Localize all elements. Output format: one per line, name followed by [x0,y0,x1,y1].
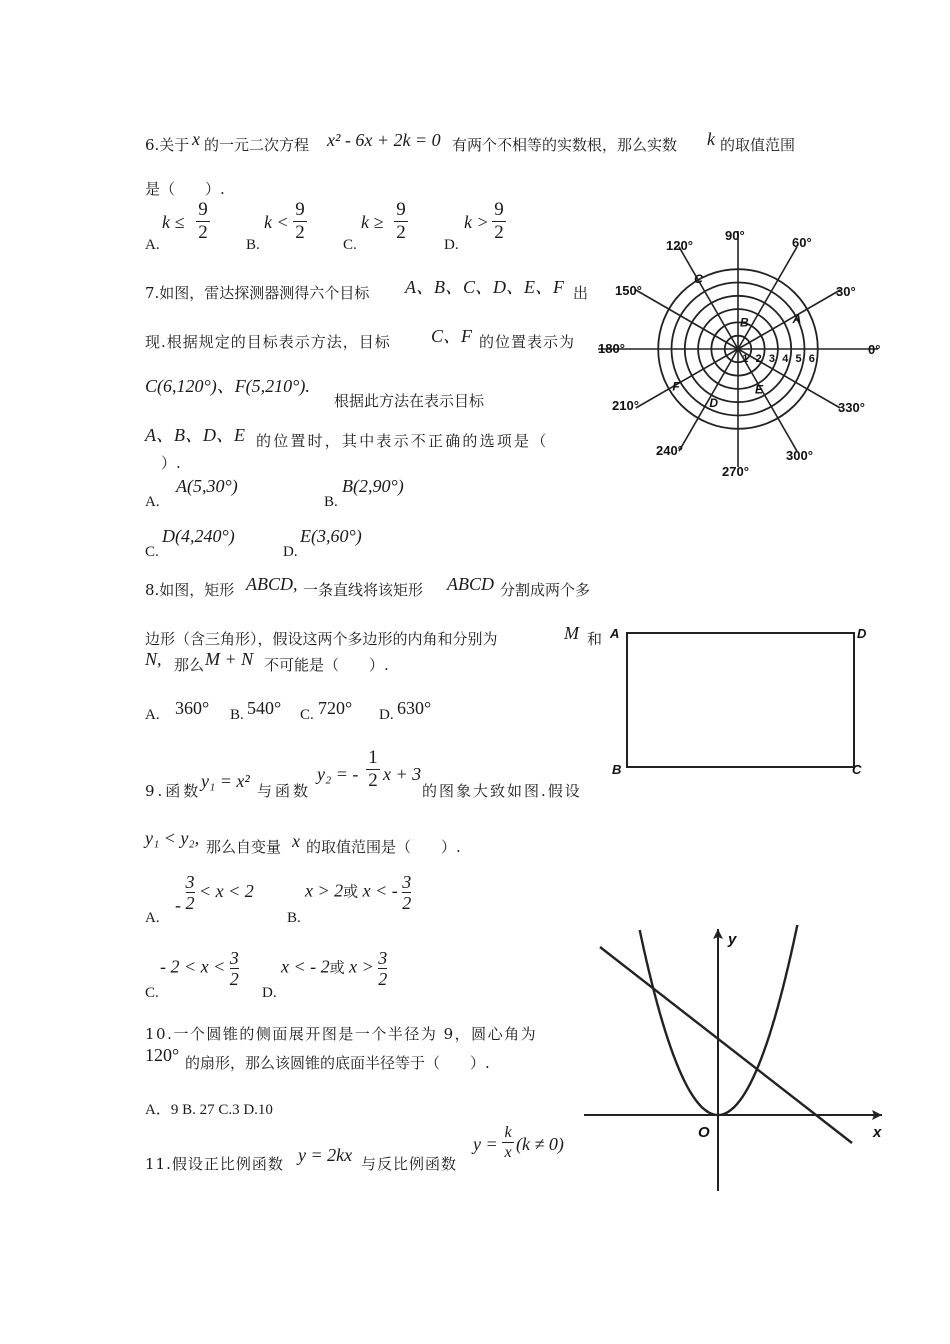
q9-var-x: x [292,831,300,851]
q9-text-1: 9.函数 [145,782,202,800]
q8-abcd-2: ABCD [447,574,494,594]
q9-option-a-label: A. [145,910,160,926]
q6-equation: x² - 6x + 2k = 0 [327,130,441,150]
q11-f2-rhs: (k ≠ 0) [516,1134,564,1154]
q9-cond: y₁ < y₂, [145,828,200,848]
q9-text-3: 的图象大致如图.假设 [422,782,582,800]
q8-option-a-label: A. [145,707,160,723]
radar-angle-label-30: 30° [836,284,856,299]
q7-option-b-label: B. [324,494,338,510]
axis-label-x: x [873,1124,882,1141]
q8-option-d-label: D. [379,707,394,723]
q11-f2-lhs: y = [473,1134,498,1154]
q6-option-b-lhs: k < [264,212,289,232]
q7-option-d-value: E(3,60°) [300,526,362,546]
q9-y2-lhs: y₂ = - [317,764,359,784]
q6-option-c-label: C. [343,237,357,253]
radar-angle-label-120: 120° [666,238,693,253]
radar-point-d: D [709,396,719,411]
q7-cf-expr: C(6,120°)、F(5,210°). [145,376,310,396]
rect-label-b: B [612,762,622,777]
q11-f2-num: k [504,1124,512,1141]
q6-option-b-den: 2 [295,222,305,243]
radar-point-b: B [740,315,749,330]
radar-point-c: C [694,271,703,286]
q6-option-d-den: 2 [494,222,504,243]
q8-var-n: N, [145,649,162,669]
origin-label: O [698,1124,710,1141]
q6-text-3: 有两个不相等的实数根，那么实数 [452,136,678,154]
q6-text-4: 的取值范围 [720,136,796,154]
q7-option-c-label: C. [145,544,159,560]
q6-option-a-den: 2 [198,222,208,243]
q7-text-5: 根据此方法在表示目标 [334,392,485,410]
q11-text-1: 11.假设正比例函数 [145,1155,284,1173]
q9-option-d-value: x < - 2或 x > $\frac{3}{2}$ [281,948,388,989]
q11-f2-fraction [502,1124,514,1161]
radar-angle-label-330: 330° [838,400,865,415]
q8-var-m: M [564,623,579,643]
q8-mn: M + N [205,649,254,669]
q6-option-d-num: 9 [494,199,504,220]
q7-targets: A、B、C、D、E、F [405,277,564,297]
axis-label-y: y [728,931,737,948]
q8-text-4: 边形（含三角形），假设这两个多边形的内角和分别为 [145,630,498,648]
radar-ring-label-6: 6 [808,353,815,365]
radar-ring-label-5: 5 [795,353,802,365]
q9-y2-rhs: x + 3 [383,764,422,784]
q6-option-c-lhs: k ≥ [361,212,384,232]
q8-option-b-label: B. [230,707,244,723]
rect-label-c: C [852,762,862,777]
rect-label-a: A [610,626,620,641]
q9-y1: y₁ = x² [201,771,250,791]
q7-option-c-value: D(4,240°) [162,526,235,546]
q10-options: A．9 B. 27 C.3 D.10 [145,1102,273,1118]
q8-text-5: 和 [587,630,603,648]
q6-option-c-den: 2 [396,222,406,243]
q6-var-x: x [192,129,200,149]
q7-abde: A、B、D、E [145,425,245,445]
q6-option-b-label: B. [246,237,260,253]
radar-ring-label-3: 3 [768,353,776,365]
q6-text-5: 是（ ）. [145,180,225,198]
q7-option-a-value: A(5,30°) [176,476,238,496]
q8-text-3: 分割成两个多 [500,581,591,599]
q7-option-d-label: D. [283,544,298,560]
radar-angle-label-0: 0° [868,342,880,357]
q9-option-d-label: D. [262,985,277,1001]
radar-angle-label-150: 150° [615,283,642,298]
q8-abcd: ABCD, [246,574,298,594]
rect-label-d: D [857,626,867,641]
q6-option-d-fraction [492,200,506,243]
q7-cf: C、F [431,326,473,346]
q6-option-a-label: A. [145,237,160,253]
q8-option-c-value: 720° [318,698,353,718]
q8-text-1: 8.如图，矩形 [145,581,235,599]
q10-text-1: 10.一个圆锥的侧面展开图是一个半径为 9，圆心角为 [145,1025,538,1043]
rectangle-diagram [608,620,870,782]
q10-text-2: 的扇形，那么该圆锥的底面半径等于（ ）. [185,1054,490,1072]
q8-option-c-label: C. [300,707,314,723]
radar-angle-label-270: 270° [722,464,749,479]
q9-y2-fraction [366,748,380,791]
q6-option-b-fraction [293,200,307,243]
q6-option-d-label: D. [444,237,459,253]
q7-text-7: ）. [161,454,181,472]
q8-option-d-value: 630° [397,698,432,718]
q6-option-a-num: 9 [198,199,208,220]
q7-text-3: 现.根据规定的目标表示方法，目标 [145,333,391,351]
q8-text-6: 那么 [174,656,205,674]
radar-angle-label-90: 90° [725,228,745,243]
q9-y2-den: 2 [368,770,378,791]
radar-ring-label-4: 4 [782,353,789,365]
q8-option-b-value: 540° [247,698,282,718]
q7-text-6: 的位置时，其中表示不正确的选项是（ [256,432,549,450]
q6-option-c-num: 9 [396,199,406,220]
q8-text-2: 一条直线将该矩形 [303,581,424,599]
q7-option-b-value: B(2,90°) [342,476,404,496]
q9-option-c-value: - 2 < x < $\frac{3}{2}$ [160,948,239,989]
q11-f2-den: x [504,1144,512,1161]
q6-option-c-fraction [394,200,408,243]
q6-option-a-lhs: k ≤ [162,212,185,232]
radar-point-e: E [754,382,763,397]
radar-ring-label-2: 2 [755,353,762,365]
q10-angle: 120° [145,1045,180,1065]
q11-text-2: 与反比例函数 [361,1155,458,1173]
q6-option-d-lhs: k > [464,212,489,232]
q8-option-a-value: 360° [175,698,210,718]
q9-text-5: 的取值范围是（ ）. [306,838,461,856]
radar-ring-label-1: 1 [742,353,749,365]
q9-option-b-label: B. [287,910,301,926]
q9-option-a-value: - $\frac{3}{2}$ < x < 2 [175,872,254,915]
q6-option-b-num: 9 [295,199,305,220]
q7-text-2: 出 [573,284,589,302]
q9-y2-num: 1 [368,747,378,768]
radar-angle-label-240: 240° [656,443,683,458]
q7-text-4: 的位置表示为 [479,333,576,351]
q8-text-7: 不可能是（ ）. [264,656,389,674]
q6-text-1: 6.关于 [145,136,190,154]
radar-angle-label-300: 300° [786,448,813,463]
q11-f1: y = 2kx [298,1145,353,1165]
q7-option-a-label: A. [145,494,160,510]
radar-point-f: F [672,379,680,394]
q6-var-k: k [707,129,715,149]
radar-angle-label-180: 180° [598,341,625,356]
q6-option-a-fraction [196,200,210,243]
rectangle-abcd [627,633,854,767]
radar-angle-label-60: 60° [792,235,812,250]
radar-point-a: A [792,311,802,326]
q9-option-c-label: C. [145,985,159,1001]
q7-text-1: 7.如图，雷达探测器测得六个目标 [145,284,370,302]
q6-text-2: 的一元二次方程 [204,136,310,154]
q9-text-4: 那么自变量 [206,838,282,856]
function-graph [580,925,890,1200]
q9-text-2: 与函数 [257,782,312,800]
radar-angle-label-210: 210° [612,398,639,413]
radar-diagram [590,220,880,490]
q9-option-b-value: x > 2或 x < - $\frac{3}{2}$ [305,872,412,913]
